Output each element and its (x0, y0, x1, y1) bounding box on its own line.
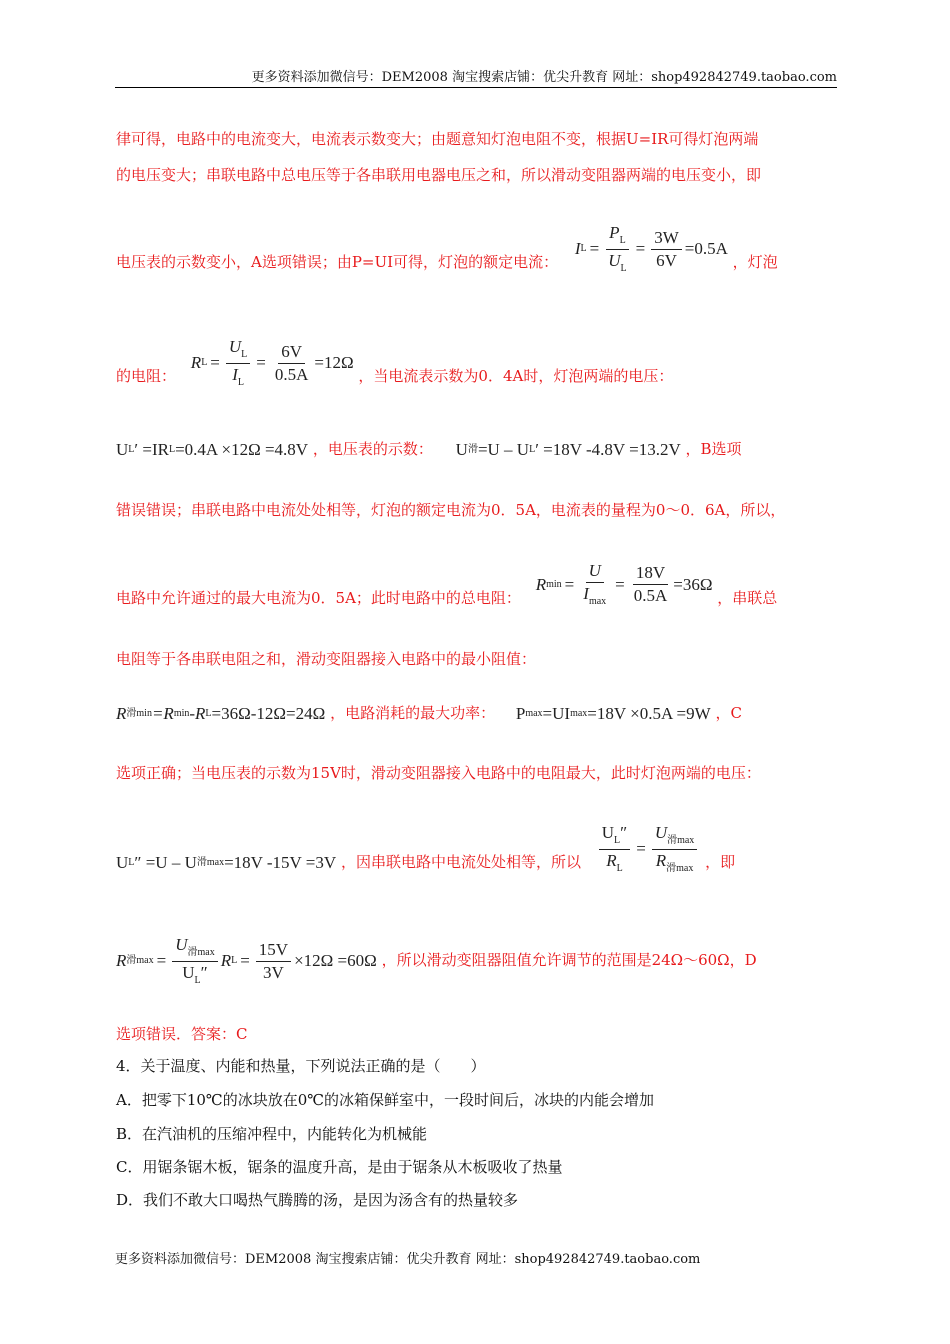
math-symbol: R (220, 951, 232, 970)
math-result: ×12Ω =60Ω (294, 951, 377, 970)
math-sub: L (128, 857, 135, 868)
math-part: ′ =IR (134, 440, 169, 459)
math-symbol: U (455, 440, 468, 459)
solution-line-6: 错误错误；串联电路中电流处处相等，灯泡的额定电流为0．5A，电流表的量程为0～0．6A，所以， (116, 501, 786, 519)
formula-max-rheostat: R 滑max = $\frac{U_{滑max}}{U_L''}$ R L = $\frac{15V}{3V}$ ×12Ω =60Ω (116, 935, 377, 986)
math-num: 6V (278, 343, 305, 364)
text-segment: ，电路消耗的最大功率： (330, 704, 496, 722)
math-mark: ″ (620, 823, 628, 842)
math-den: 0.5A (274, 364, 309, 384)
math-sub: 滑 (467, 444, 478, 455)
math-sub: max (570, 708, 588, 719)
math-part: ′ =18V -4.8V =13.2V (535, 440, 681, 459)
option-a: A．把零下10℃的冰块放在0℃的冰箱保鲜室中，一段时间后，冰块的内能会增加 (116, 1091, 655, 1109)
math-part: =R (151, 704, 174, 723)
math-sub: 滑max (187, 947, 215, 958)
math-symbol: U (116, 853, 129, 872)
math-result: =12Ω (314, 353, 354, 372)
text-segment: ，B选项 (685, 440, 742, 458)
text-segment: ，因串联电路中电流处处相等，所以 (340, 853, 581, 871)
fraction (605, 224, 629, 274)
math-num: 18V (633, 564, 668, 585)
math-part: =UI (542, 704, 571, 723)
math-symbol: I (232, 364, 238, 384)
math-symbol: U (601, 823, 615, 842)
solution-line-12 (116, 936, 757, 986)
math-sub: min (546, 578, 562, 590)
math-part: =0.4A ×12Ω =4.8V (175, 440, 309, 459)
solution-line-11 (116, 824, 735, 874)
text-segment: ，即 (705, 853, 736, 871)
math-sub: L (616, 862, 623, 874)
math-symbol: R (190, 353, 202, 372)
math-part: =36Ω-12Ω=24Ω (211, 704, 326, 723)
math-den: 0.5A (633, 586, 668, 606)
fraction (651, 229, 682, 270)
math-symbol: R (535, 574, 547, 594)
math-symbol: R (606, 850, 617, 870)
option-b: B．在汽油机的压缩冲程中，内能转化为机械能 (116, 1125, 428, 1143)
math-symbol: R (116, 704, 127, 723)
formula-rheostat-voltage (456, 439, 681, 461)
formula-rated-current: I L = $\frac{P_L}{U_L}$ = $\frac{3W}{6V}$ =0.5A (574, 223, 728, 274)
fraction (599, 824, 630, 874)
math-result: =36Ω (673, 574, 713, 594)
formula-current-equality: $\frac{U_L''}{R_L}$ = $\frac{U_{滑max}}{R_{滑max}}$ (596, 824, 701, 874)
math-num: 15V (256, 941, 291, 962)
math-sub: L (231, 955, 238, 966)
text-segment: 电路中允许通过的最大电流为0．5A；此时电路中的总电阻： (116, 588, 521, 607)
option-d: D．我们不敢大口喝热气腾腾的汤，是因为汤含有的热量较多 (116, 1191, 519, 1209)
fraction (172, 936, 218, 986)
text-segment: 的电阻： (116, 367, 177, 385)
fraction (631, 564, 671, 605)
solution-line-3 (116, 224, 778, 274)
math-sub: 滑max (196, 857, 225, 868)
page-header: 更多资料添加微信号：DEM2008 淘宝搜索店铺：优尖升教育 网址：shop492842749.taobao.com (115, 66, 837, 88)
math-sub: max (588, 595, 607, 607)
math-symbol: U (182, 962, 195, 982)
fraction (652, 824, 698, 874)
solution-answer: 选项错误．答案：C (116, 1025, 248, 1043)
text-segment: ，所以滑动变阻器阻值允许调节的范围是24Ω～60Ω，D (381, 951, 757, 969)
math-sub: 滑min (126, 708, 152, 719)
math-symbol: U (116, 440, 129, 459)
math-symbol: R (116, 951, 127, 970)
formula-lamp-voltage (116, 439, 308, 461)
formula-total-resistance: R min = $\frac{U}{I_{max}}$ = $\frac{18V}{0.5A}$ =36Ω (535, 561, 713, 607)
math-num: 3W (651, 229, 682, 250)
math-mark: ″ (200, 962, 208, 982)
text-segment: ，电压表的示数： (312, 440, 433, 458)
formula-lamp-resistance: R L = $\frac{U_L}{I_L}$ = $\frac{6V}{0.5A}$ =12Ω (190, 337, 354, 388)
math-sub: 滑max (126, 955, 154, 966)
math-symbol: U (588, 561, 601, 580)
text-segment: 电压表的示数变小，A选项错误；由P=UI可得，灯泡的额定电流： (116, 253, 559, 271)
solution-line-5 (116, 438, 742, 461)
fraction (580, 562, 609, 607)
math-sub: L (580, 243, 587, 254)
math-sub: L (205, 708, 212, 719)
solution-line-1: 律可得，电路中的电流变大，电流表示数变大；由题意知灯泡电阻不变，根据U=IR可得灯泡两端 (116, 130, 759, 148)
math-symbol: U (608, 250, 621, 270)
solution-line-8: 电阻等于各串联电阻之和，滑动变阻器接入电路中的最小阻值： (116, 650, 537, 668)
math-den: 6V (656, 250, 677, 270)
math-symbol: U (228, 337, 242, 356)
math-sub: L (241, 349, 248, 360)
solution-line-2: 的电压变大；串联电路中总电压等于各串联用电器电压之和，所以滑动变阻器两端的电压变小，即 (116, 166, 762, 184)
math-sub: L (194, 974, 201, 986)
fraction (256, 941, 291, 982)
solution-line-4 (116, 338, 673, 388)
solution-line-9 (116, 702, 742, 725)
text-segment: ，灯泡 (732, 253, 778, 271)
math-symbol: P (515, 704, 526, 723)
math-sub: L (237, 376, 244, 388)
math-symbol: I (574, 239, 581, 258)
math-symbol: R (655, 850, 667, 870)
page-footer: 更多资料添加微信号：DEM2008 淘宝搜索店铺：优尖升教育 网址：shop492842749.taobao.com (115, 1252, 701, 1267)
math-sub: L (619, 235, 626, 246)
math-part: =18V -15V =3V (224, 853, 337, 872)
solution-line-10: 选项正确；当电压表的示数为15V时，滑动变阻器接入电路中的电阻最大，此时灯泡两端的电压： (116, 764, 761, 782)
solution-line-7 (116, 562, 777, 607)
math-sub: 滑max (666, 862, 694, 874)
question-stem: 4．关于温度、内能和热量，下列说法正确的是（ ） (116, 1057, 486, 1075)
math-sub: L (201, 357, 208, 368)
option-c: C．用锯条锯木板，锯条的温度升高，是由于锯条从木板吸收了热量 (116, 1158, 563, 1176)
text-segment: ，当电流表示数为0．4A时，灯泡两端的电压： (358, 367, 674, 385)
math-sub: 滑max (667, 835, 695, 846)
formula-lamp-voltage-min (116, 852, 336, 874)
math-sub: min (173, 708, 190, 719)
math-part: ″ =U – U (134, 853, 197, 872)
text-segment: ，串联总 (717, 588, 778, 607)
math-symbol: U (654, 823, 668, 842)
fraction (226, 338, 250, 388)
math-part: -R (189, 704, 206, 723)
math-symbol: U (175, 935, 188, 954)
formula-max-power (516, 703, 711, 725)
math-sub: L (128, 444, 135, 455)
math-sub: L (614, 835, 621, 846)
fraction (272, 343, 312, 384)
math-part: =18V ×0.5A =9W (587, 704, 711, 723)
math-result: =0.5A (684, 239, 728, 258)
math-part: =U – U (477, 440, 530, 459)
math-sub: L (620, 262, 627, 274)
formula-min-rheostat (116, 703, 325, 725)
math-den: 3V (263, 962, 284, 982)
math-sub: L (529, 444, 536, 455)
math-symbol: P (609, 223, 620, 242)
text-segment: ，C (715, 704, 742, 722)
math-sub: L (168, 444, 176, 455)
math-sub: max (525, 708, 543, 719)
math-symbol: I (583, 583, 589, 603)
